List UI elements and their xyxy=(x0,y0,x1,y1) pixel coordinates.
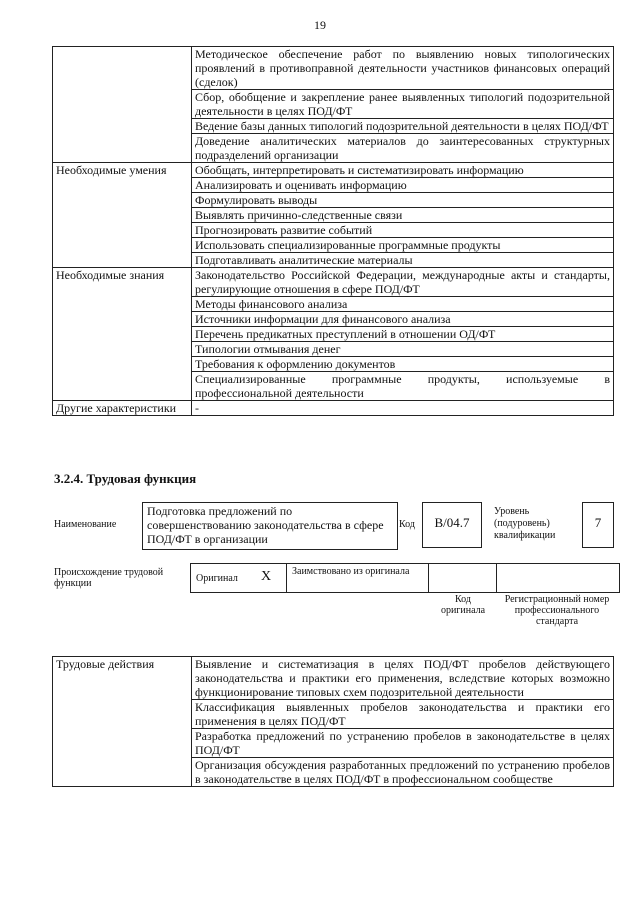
code-label: Код xyxy=(399,519,415,530)
divider xyxy=(496,563,497,593)
borrowed-label: Заимствовано из оригинала xyxy=(292,566,410,577)
level-label: Уровень (подуровень) квалификации xyxy=(494,506,556,541)
table-cell: Организация обсуждения разработанных предложений по устранению пробелов в законодательстве в целях ПОД/ФТ в профессиональном сообществе xyxy=(192,758,614,787)
table-cell: Использовать специализированные программные продукты xyxy=(192,238,614,253)
original-mark: X xyxy=(261,569,272,584)
competency-table xyxy=(52,46,614,416)
table-cell: Сбор, обобщение и закрепление ранее выявленных типологий подозрительной деятельности в целях ПОД/ФТ xyxy=(192,90,614,119)
labor-actions-table xyxy=(52,656,614,787)
table-cell: Требования к оформлению документов xyxy=(192,357,614,372)
name-value: Подготовка предложений по совершенствованию законодательства в сфере ПОД/ФТ в организации xyxy=(142,502,398,550)
row-label-skills: Необходимые умения xyxy=(53,163,192,268)
table-cell: Подготавливать аналитические материалы xyxy=(192,253,614,268)
reg-caption: Регистрационный номер профессионального стандарта xyxy=(504,594,610,627)
table-cell: Законодательство Российской Федерации, международные акты и стандарты, регулирующие отношения в сфере ПОД/ФТ xyxy=(192,268,614,297)
original-label: Оригинал xyxy=(196,573,238,584)
table-cell: Методическое обеспечение работ по выявлению новых типологических проявлений в противоправной деятельности участников финансовых операций (сделок) xyxy=(192,47,614,90)
table-cell: Анализировать и оценивать информацию xyxy=(192,178,614,193)
row-label xyxy=(53,47,192,163)
table-cell: Методы финансового анализа xyxy=(192,297,614,312)
table-cell: Выявление и систематизация в целях ПОД/ФТ пробелов действующего законодательства и практики его применения, вследствие которых возможно функционирование типовых схем подозрительной деятельности xyxy=(192,657,614,700)
table-cell: Ведение базы данных типологий подозрительной деятельности в целях ПОД/ФТ xyxy=(192,119,614,134)
section-heading: 3.2.4. Трудовая функция xyxy=(54,471,197,486)
divider xyxy=(428,563,429,593)
name-label: Наименование xyxy=(54,519,117,530)
table-cell: Доведение аналитических материалов до заинтересованных структурных подразделений организации xyxy=(192,134,614,163)
level-value: 7 xyxy=(582,502,614,548)
divider xyxy=(286,563,287,593)
table-cell: Разработка предложений по устранению пробелов в законодательстве в целях ПОД/ФТ xyxy=(192,729,614,758)
code-caption: Код оригинала xyxy=(440,594,486,616)
table-cell: Перечень предикатных преступлений в отношении ОД/ФТ xyxy=(192,327,614,342)
table-cell: Обобщать, интерпретировать и систематизировать информацию xyxy=(192,163,614,178)
table-cell: - xyxy=(192,401,614,416)
table-cell: Выявлять причинно-следственные связи xyxy=(192,208,614,223)
table-cell: Источники информации для финансового анализа xyxy=(192,312,614,327)
origin-label: Происхождение трудовой функции xyxy=(54,567,164,589)
table-cell: Типологии отмывания денег xyxy=(192,342,614,357)
page-number: 19 xyxy=(314,18,326,32)
table-cell: Классификация выявленных пробелов законодательства и практики его применения в целях ПОД/ФТ xyxy=(192,700,614,729)
table-cell: Специализированные программные продукты, используемые в профессиональной деятельности xyxy=(192,372,614,401)
row-label-knowledge: Необходимые знания xyxy=(53,268,192,401)
code-value: B/04.7 xyxy=(422,502,482,548)
row-label-actions: Трудовые действия xyxy=(53,657,192,787)
row-label-other: Другие характеристики xyxy=(53,401,192,416)
table-cell: Формулировать выводы xyxy=(192,193,614,208)
table-cell: Прогнозировать развитие событий xyxy=(192,223,614,238)
